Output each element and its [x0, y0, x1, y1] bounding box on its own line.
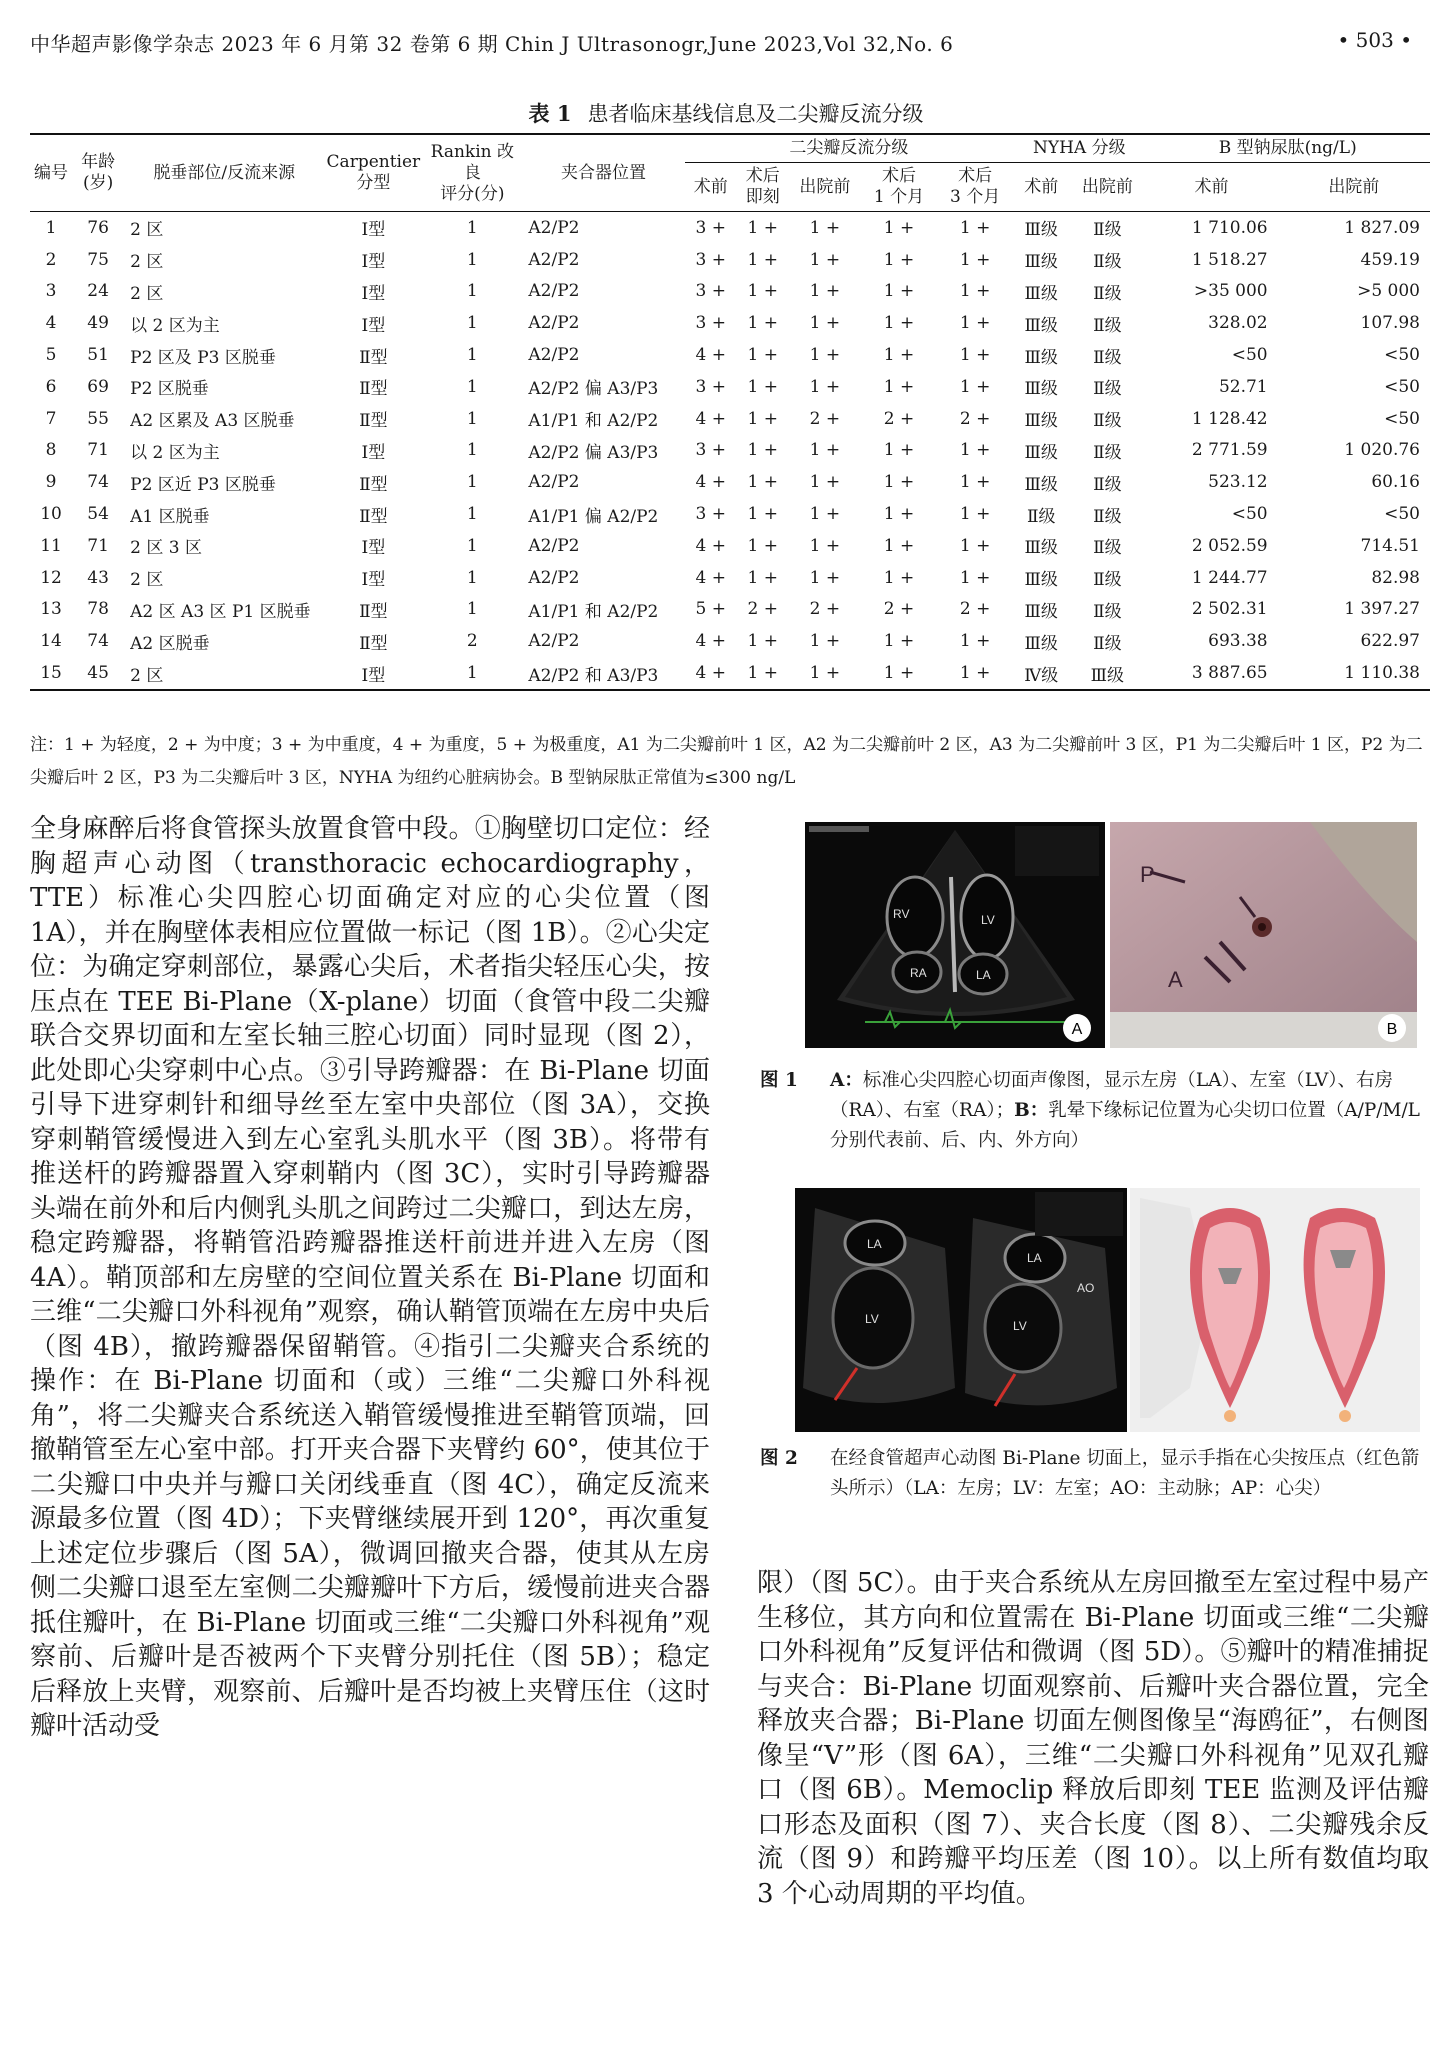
table-cell: P2 区及 P3 区脱垂 [130, 347, 276, 368]
table-cell: Ⅲ级 [1024, 411, 1058, 432]
table-cell: 1 [466, 217, 478, 238]
table-cell: 1 [466, 535, 478, 556]
table-cell: Ⅱ型 [359, 633, 388, 654]
table-title-text: 患者临床基线信息及二尖瓣反流分级 [587, 102, 924, 126]
table-cell: Ⅰ型 [361, 220, 386, 241]
mark-a: A [1168, 967, 1183, 992]
table-cell: 1 + [959, 472, 991, 493]
table-cell: Ⅱ级 [1093, 538, 1122, 559]
table-cell: Ⅲ级 [1024, 538, 1058, 559]
table-cell: 1 + [809, 376, 841, 397]
table-cell: 1 + [883, 281, 915, 302]
table-cell: 1 + [747, 217, 779, 238]
table-cell: 2 区 [124, 657, 324, 690]
table-cell: 6 [45, 376, 57, 397]
table-cell: P2 区脱垂 [130, 379, 209, 400]
table-cell: 1 + [937, 657, 1013, 690]
table-cell: 1 244.77 [1191, 567, 1268, 588]
table-row [30, 657, 1430, 690]
table-cell: 1 + [737, 657, 789, 690]
table-cell: Ⅱ级 [1093, 570, 1122, 591]
table-cell: A2/P2 [528, 567, 580, 588]
table-cell: <50 [1384, 376, 1420, 397]
table-cell: Ⅱ级 [1093, 283, 1122, 304]
table-cell: Ⅲ级 [1069, 657, 1145, 690]
table-cell: 2 + [747, 599, 779, 620]
caption-b-label: B： [1014, 1100, 1049, 1121]
table-row [30, 530, 1430, 562]
table-cell: 60.16 [1371, 472, 1420, 493]
table-cell: Ⅲ级 [1024, 601, 1058, 622]
table-cell: 49 [87, 313, 109, 334]
header-id: 编号 [30, 134, 72, 212]
table-cell: A2 区 A3 区 P1 区脱垂 [130, 601, 311, 622]
table-cell: A1/P1 和 A2/P2 [528, 411, 659, 432]
table-cell: 4 + [685, 657, 737, 690]
heart-diagram [1130, 1188, 1420, 1432]
table-cell: 1 + [809, 535, 841, 556]
table-cell: 1 + [959, 217, 991, 238]
table-cell: 4 + [695, 345, 726, 366]
table-cell: A2/P2 [528, 345, 580, 366]
label-la-right: LA [1027, 1251, 1042, 1265]
table-cell: 1 110.38 [1278, 657, 1430, 690]
table-cell: 2 [45, 249, 57, 270]
table-cell: <50 [1384, 408, 1420, 429]
label-ao: AO [1077, 1281, 1095, 1295]
figure-2-heart-illustration [1130, 1188, 1420, 1432]
table-cell: 1 + [809, 345, 841, 366]
header-mr-sub: 术前 [685, 163, 737, 212]
table-cell: 3 887.65 [1145, 657, 1277, 690]
caption-a-text: 标准心尖四腔心切面声像图，显示左房（LA）、左室（LV）、右房（RA）、右室（RA）； [830, 1070, 1393, 1121]
table-cell: 3 + [695, 217, 726, 238]
body-text-left: 全身麻醉后将食管探头放置食管中段。①胸壁切口定位：经胸超声心动图（transthoracic echocardiography，TTE）标准心尖四腔心切面确定对应的心尖位置（图 1A），并在胸壁体表相应位置做一标记（图 1B）。②心尖定位：为确定穿刺部位，暴露心尖后，术者指尖轻压心尖，按压点在 TEE Bi-Plane（X-plane）切面（食管中段二尖瓣联合交界切面和左室长轴三腔心切面）同时显现（图 2），此处即心尖穿刺中心点。③引导跨瓣器：在 Bi-Plane 切面引导下进穿刺针和细导丝至左室中央部位（图 3A），交换穿刺鞘管缓慢进入到左心室乳头肌水平（图 3B）。将带有推送杆的跨瓣器置入穿刺鞘内（图 3C），实时引导跨瓣器头端在前外和后内侧乳头肌之间跨过二尖瓣口，到达左房，稳定跨瓣器，将鞘管沿跨瓣器推送杆前进并进入左房（图 4A）。鞘顶部和左房壁的空间位置关系在 Bi-Plane 切面和三维“二尖瓣口外科视角”观察，确认鞘管顶端在左房中央后（图 4B），撤跨瓣器保留鞘管。④指引二尖瓣夹合系统的操作：在 Bi-Plane 切面和（或）三维“二尖瓣口外科视角”，将二尖瓣夹合系统送入鞘管缓慢推进至鞘管顶端，回撤鞘管至左心室中部。打开夹合器下夹臂约 60°，使其位于二尖瓣口中央并与瓣口关闭线垂直（图 4C），确定反流来源最多位置（图 4D）；下夹臂继续展开到 120°，再次重复上述定位步骤后（图 5A），微调回撤夹合器，使其从左房侧二尖瓣口退至左室侧二尖瓣瓣叶下方后，缓慢前进夹合器抵住瓣叶，在 Bi-Plane 切面或三维“二尖瓣口外科视角”观察前、后瓣叶是否被两个下夹臂分别托住（图 5B）；稳定后释放上夹臂，观察前、后瓣叶是否均被上夹臂压住（这时瓣叶活动受 [30, 814, 710, 1741]
table-cell: Ⅲ级 [1024, 220, 1058, 241]
table-cell: Ⅱ级 [1093, 347, 1122, 368]
table-cell: Ⅲ级 [1024, 442, 1058, 463]
panel-letter-a: A [1071, 1021, 1083, 1038]
table-cell: 1 + [959, 313, 991, 334]
table-cell: 1 827.09 [1344, 217, 1420, 238]
label-lv-right: LV [1013, 1319, 1027, 1333]
table-cell: 1 + [747, 567, 779, 588]
table-cell: 2 + [809, 599, 841, 620]
table-cell: Ⅱ级 [1093, 601, 1122, 622]
table-cell: Ⅱ级 [1093, 633, 1122, 654]
table-cell: 1 + [883, 345, 915, 366]
table-cell: 1 + [883, 535, 915, 556]
table-cell: 2 + [959, 408, 991, 429]
table-row [30, 403, 1430, 435]
table-cell: 1 + [809, 440, 841, 461]
table-cell: 1 [466, 504, 478, 525]
table-cell: Ⅱ型 [359, 411, 388, 432]
table-cell: 7 [45, 408, 57, 429]
table-cell: A2 区脱垂 [130, 633, 210, 654]
table-row [30, 371, 1430, 403]
figure-2-number: 图 2 [760, 1448, 798, 1469]
table-cell: 2 区 [130, 220, 164, 241]
panel-letter-b: B [1386, 1021, 1398, 1038]
header-mr-group: 二尖瓣反流分级 [685, 134, 1014, 163]
table-row [30, 276, 1430, 308]
table-cell: A2/P2 [528, 631, 580, 652]
table-cell: 1 + [883, 440, 915, 461]
table-label: 表 1 [528, 101, 572, 126]
table-cell: Ⅱ型 [359, 601, 388, 622]
header-rankin: Rankin 改良 评分(分) [422, 134, 522, 212]
table-cell: 11 [40, 535, 62, 556]
table-cell: A2/P2 和 A3/P3 [522, 657, 684, 690]
table-cell: 14 [40, 631, 62, 652]
table-cell: 1 + [809, 504, 841, 525]
table-cell: A1/P1 和 A2/P2 [528, 601, 659, 622]
chest-marking-photo [1110, 822, 1417, 1048]
table-row [30, 625, 1430, 657]
table-cell: 1 [466, 472, 478, 493]
table-cell: Ⅲ级 [1024, 379, 1058, 400]
table-cell: 2 + [959, 599, 991, 620]
table-cell: 43 [87, 567, 109, 588]
table-cell: 75 [87, 249, 109, 270]
table-cell: 1 + [747, 313, 779, 334]
table-cell: 3 + [695, 281, 726, 302]
table-cell: 622.97 [1360, 631, 1420, 652]
table-cell: Ⅱ级 [1093, 379, 1122, 400]
table-cell: A2/P2 [528, 217, 580, 238]
table-cell: 15 [30, 657, 72, 690]
table-note: 注：1 + 为轻度，2 + 为中度；3 + 为中重度，4 + 为重度，5 + 为极重度，A1 为二尖瓣前叶 1 区，A2 为二尖瓣前叶 2 区，A3 为二尖瓣前叶 3 区，P1 为二尖瓣后叶 1 区，P2 为二尖瓣后叶 2 区，P3 为二尖瓣后叶 3 区，NYHA 为纽约心脏病协会。B 型钠尿肽正常值为≤300 ng/L [30, 735, 1423, 788]
table-cell: 1 + [747, 376, 779, 397]
caption-a-label: A： [830, 1070, 863, 1091]
table-cell: 9 [45, 472, 57, 493]
table-cell: Ⅳ级 [1013, 657, 1069, 690]
table-cell: 1 518.27 [1191, 249, 1268, 270]
table-cell: 1 + [747, 345, 779, 366]
header-clip: 夹合器位置 [522, 134, 684, 212]
table-cell: Ⅰ型 [361, 315, 386, 336]
table-cell: 1 + [883, 376, 915, 397]
table-cell: 76 [87, 217, 109, 238]
table-cell: 1 [466, 599, 478, 620]
table-cell: 1 + [809, 217, 841, 238]
table-cell: P2 区近 P3 区脱垂 [130, 474, 276, 495]
table-cell: 107.98 [1360, 313, 1420, 334]
table-cell: 5 [45, 345, 57, 366]
header-mr-sub: 出院前 [789, 163, 861, 212]
table-cell: 1 + [747, 472, 779, 493]
table-cell: 2 + [809, 408, 841, 429]
table-cell: 3 + [695, 313, 726, 334]
table-cell: 1 + [747, 440, 779, 461]
header-nyha-sub: 出院前 [1069, 163, 1145, 212]
header-site: 脱垂部位/反流来源 [124, 134, 324, 212]
table-cell: 1 + [809, 313, 841, 334]
table-row [30, 244, 1430, 276]
table-cell: 1 + [959, 535, 991, 556]
table-cell: 1 + [747, 631, 779, 652]
table-cell: 8 [45, 440, 57, 461]
table-cell: A2/P2 [528, 535, 580, 556]
table-cell: 1 + [789, 657, 861, 690]
table-cell: 1 + [883, 472, 915, 493]
header-bnp-sub: 出院前 [1278, 163, 1430, 212]
table-cell: 328.02 [1208, 313, 1268, 334]
table-cell: Ⅰ型 [361, 538, 386, 559]
table-cell: Ⅱ型 [359, 474, 388, 495]
table-cell: Ⅱ级 [1093, 411, 1122, 432]
table-cell: 1 [466, 249, 478, 270]
figure-1a-echo-image [805, 822, 1105, 1048]
header-mr-sub: 术后 1 个月 [861, 163, 937, 212]
figure-2-biplane-echo [795, 1188, 1127, 1432]
table-cell: A2/P2 [528, 313, 580, 334]
header-age: 年龄 (岁) [72, 134, 124, 212]
table-cell: >35 000 [1193, 281, 1268, 302]
figure-1-caption [760, 1066, 1430, 1156]
table-cell: Ⅱ级 [1093, 474, 1122, 495]
table-cell: 1 [466, 345, 478, 366]
table-cell: A2/P2 [528, 249, 580, 270]
table-cell: 1 + [747, 504, 779, 525]
table-cell: 1 [422, 657, 522, 690]
table-cell: 3 [45, 281, 57, 302]
table-cell: 1 + [747, 249, 779, 270]
table-cell: >5 000 [1357, 281, 1420, 302]
header-carpentier: Carpentier 分型 [324, 134, 422, 212]
table-row [30, 466, 1430, 498]
figure-2-caption-text: 在经食管超声心动图 Bi-Plane 切面上，显示手指在心尖按压点（红色箭头所示）（LA：左房；LV：左室；AO：主动脉；AP：心尖） [830, 1448, 1420, 1499]
label-la: LA [976, 968, 991, 982]
table-cell: 4 + [695, 408, 726, 429]
label-la-left: LA [867, 1237, 882, 1251]
table-cell: A2/P2 [528, 281, 580, 302]
table-cell: Ⅱ级 [1093, 506, 1122, 527]
table-cell: Ⅰ型 [361, 252, 386, 273]
table-cell: 4 + [695, 631, 726, 652]
table-cell: 1 + [959, 249, 991, 270]
table-cell: 以 2 区为主 [130, 315, 220, 336]
table-cell: 10 [40, 504, 62, 525]
table-cell: 2 区 3 区 [130, 538, 202, 559]
table-cell: Ⅰ型 [361, 283, 386, 304]
table-cell: 1 + [959, 440, 991, 461]
table-cell: <50 [1384, 504, 1420, 525]
table-cell: <50 [1231, 345, 1268, 366]
table-row [30, 339, 1430, 371]
table-cell: 4 + [695, 567, 726, 588]
label-rv: RV [893, 907, 910, 921]
label-lv-left: LV [865, 1312, 879, 1326]
table-cell: Ⅱ级 [1093, 220, 1122, 241]
body-text-right: 限）（图 5C）。由于夹合系统从左房回撤至左室过程中易产生移位，其方向和位置需在 Bi-Plane 切面或三维“二尖瓣口外科视角”反复评估和微调（图 5D）。⑤瓣叶的精准捕捉与夹合：Bi-Plane 切面观察前、后瓣叶夹合器位置，完全释放夹合器；Bi-Plane 切面左侧图像呈“海鸥征”，右侧图像呈“V”形（图 6A），三维“二尖瓣口外科视角”见双孔瓣口（图 6B）。Memoclip 释放后即刻 TEE 监测及评估瓣口形态及面积（图 7）、夹合长度（图 8）、二尖瓣残余反流（图 9）和跨瓣平均压差（图 10）。以上所有数值均取 3 个心动周期的平均值。 [757, 1568, 1429, 1909]
table-row [30, 498, 1430, 530]
table-cell: 51 [87, 345, 109, 366]
table-cell: Ⅲ级 [1024, 283, 1058, 304]
page-number: • 503 • [1337, 28, 1412, 52]
table-cell: 1 [466, 376, 478, 397]
table-cell: 4 [45, 313, 57, 334]
table-cell: 1 + [959, 504, 991, 525]
table-cell: A2/P2 [528, 472, 580, 493]
table-cell: Ⅲ级 [1024, 474, 1058, 495]
table-cell: 459.19 [1360, 249, 1420, 270]
figure-1b-chest-photo [1110, 822, 1417, 1048]
table-title [0, 98, 1452, 128]
caption-b-text: 乳晕下缘标记位置为心尖切口位置（A/P/M/L 分别代表前、后、内、外方向） [830, 1100, 1420, 1151]
table-cell: Ⅰ型 [361, 442, 386, 463]
table-cell: 2 区 [130, 570, 164, 591]
table-cell: 2 + [883, 408, 915, 429]
table-cell: 1 [466, 567, 478, 588]
table-cell: 1 + [959, 631, 991, 652]
table-cell: Ⅱ级 [1093, 252, 1122, 273]
table-cell: 3 + [695, 249, 726, 270]
table-cell: 12 [40, 567, 62, 588]
table-cell: Ⅰ型 [324, 657, 422, 690]
table-cell: <50 [1384, 345, 1420, 366]
table-row [30, 212, 1430, 244]
table-cell: 2 [466, 631, 478, 652]
header-bnp-group: B 型钠尿肽(ng/L) [1145, 134, 1430, 163]
table-cell: 1 + [809, 567, 841, 588]
table-cell: 45 [72, 657, 124, 690]
table-cell: 1 + [959, 281, 991, 302]
table-cell: 以 2 区为主 [130, 442, 220, 463]
table-cell: <50 [1231, 504, 1268, 525]
header-mr-sub: 术后 即刻 [737, 163, 789, 212]
table-cell: 2 052.59 [1191, 535, 1268, 556]
table-cell: 1 + [883, 217, 915, 238]
table-cell: 3 + [695, 440, 726, 461]
table-cell: 24 [87, 281, 109, 302]
table-cell: 1 + [959, 567, 991, 588]
table-cell: Ⅱ级 [1026, 506, 1056, 527]
table-cell: 4 + [695, 535, 726, 556]
table-cell: Ⅲ级 [1024, 252, 1058, 273]
table-cell: Ⅱ级 [1093, 315, 1122, 336]
table-cell: 1 710.06 [1191, 217, 1268, 238]
table-cell: 5 + [695, 599, 726, 620]
table-cell: Ⅱ型 [359, 347, 388, 368]
table-cell: Ⅱ级 [1093, 442, 1122, 463]
table-cell: 1 + [883, 313, 915, 334]
table-cell: Ⅲ级 [1024, 347, 1058, 368]
table-cell: 1 + [747, 408, 779, 429]
label-ra: RA [910, 966, 927, 980]
table-cell: 1 + [809, 249, 841, 270]
table-cell: 1 [466, 408, 478, 429]
table-cell: Ⅱ型 [359, 506, 388, 527]
mark-p: P [1140, 862, 1155, 887]
table-cell: 1 + [883, 631, 915, 652]
figure-1-number: 图 1 [760, 1070, 798, 1091]
table-cell: 1 + [883, 504, 915, 525]
table-cell: Ⅲ级 [1024, 633, 1058, 654]
table-cell: 1 + [959, 376, 991, 397]
table-cell: 52.71 [1218, 376, 1268, 397]
table-cell: 1 + [809, 472, 841, 493]
table-cell: 82.98 [1371, 567, 1420, 588]
header-mr-sub: 术后 3 个月 [937, 163, 1013, 212]
table-cell: 2 区 [130, 252, 164, 273]
table-cell: 4 + [695, 472, 726, 493]
table-cell: 2 + [883, 599, 915, 620]
table-cell: 54 [87, 504, 109, 525]
table-cell: 1 + [809, 631, 841, 652]
header-nyha-group: NYHA 分级 [1013, 134, 1145, 163]
table-cell: 55 [87, 408, 109, 429]
table-cell: 71 [87, 440, 109, 461]
table-cell: 3 + [695, 376, 726, 397]
table-cell: 1 + [883, 567, 915, 588]
table-cell: Ⅰ型 [361, 570, 386, 591]
table-cell: 13 [40, 599, 62, 620]
table-cell: 1 + [809, 281, 841, 302]
table-cell: Ⅱ型 [359, 379, 388, 400]
table-cell: 1 [45, 217, 57, 238]
table-cell: 1 [466, 281, 478, 302]
biplane-echo-image [795, 1188, 1127, 1432]
table-cell: 1 [466, 313, 478, 334]
table-row [30, 307, 1430, 339]
table-cell: 1 + [861, 657, 937, 690]
table-cell: 74 [87, 631, 109, 652]
table-cell: A2 区累及 A3 区脱垂 [130, 411, 295, 432]
table-cell: 523.12 [1208, 472, 1268, 493]
table-cell: A1 区脱垂 [130, 506, 210, 527]
table-cell: 1 + [883, 249, 915, 270]
table-cell: 1 020.76 [1344, 440, 1420, 461]
table-cell: 1 + [959, 345, 991, 366]
table-cell: Ⅲ级 [1024, 315, 1058, 336]
table-row [30, 562, 1430, 594]
table-cell: 78 [87, 599, 109, 620]
table-cell: A2/P2 偏 A3/P3 [528, 442, 659, 463]
table-cell: 69 [87, 376, 109, 397]
header-nyha-sub: 术前 [1013, 163, 1069, 212]
table-cell: 1 + [747, 281, 779, 302]
echo-four-chamber-view [805, 822, 1105, 1048]
table-cell: 2 771.59 [1191, 440, 1268, 461]
header-bnp-sub: 术前 [1145, 163, 1277, 212]
table-cell: 3 + [695, 504, 726, 525]
table-cell: 74 [87, 472, 109, 493]
label-lv: LV [981, 913, 995, 927]
table-cell: 1 397.27 [1344, 599, 1420, 620]
table-cell: 1 + [747, 535, 779, 556]
baseline-table [30, 133, 1430, 691]
table-cell: A1/P1 偏 A2/P2 [528, 506, 659, 527]
table-cell: 2 502.31 [1191, 599, 1268, 620]
table-cell: 714.51 [1360, 535, 1420, 556]
journal-header: 中华超声影像学杂志 2023 年 6 月第 32 卷第 6 期 Chin J Ultrasonogr,June 2023,Vol 32,No. 6 [30, 32, 954, 56]
table-row [30, 435, 1430, 467]
table-cell: 71 [87, 535, 109, 556]
table-cell: 1 [466, 440, 478, 461]
figure-2-caption [760, 1444, 1430, 1504]
table-cell: 693.38 [1208, 631, 1268, 652]
table-cell: A2/P2 偏 A3/P3 [528, 379, 659, 400]
table-cell: 1 128.42 [1191, 408, 1268, 429]
table-cell: 2 区 [130, 283, 164, 304]
table-row [30, 594, 1430, 626]
table-cell: Ⅲ级 [1024, 570, 1058, 591]
